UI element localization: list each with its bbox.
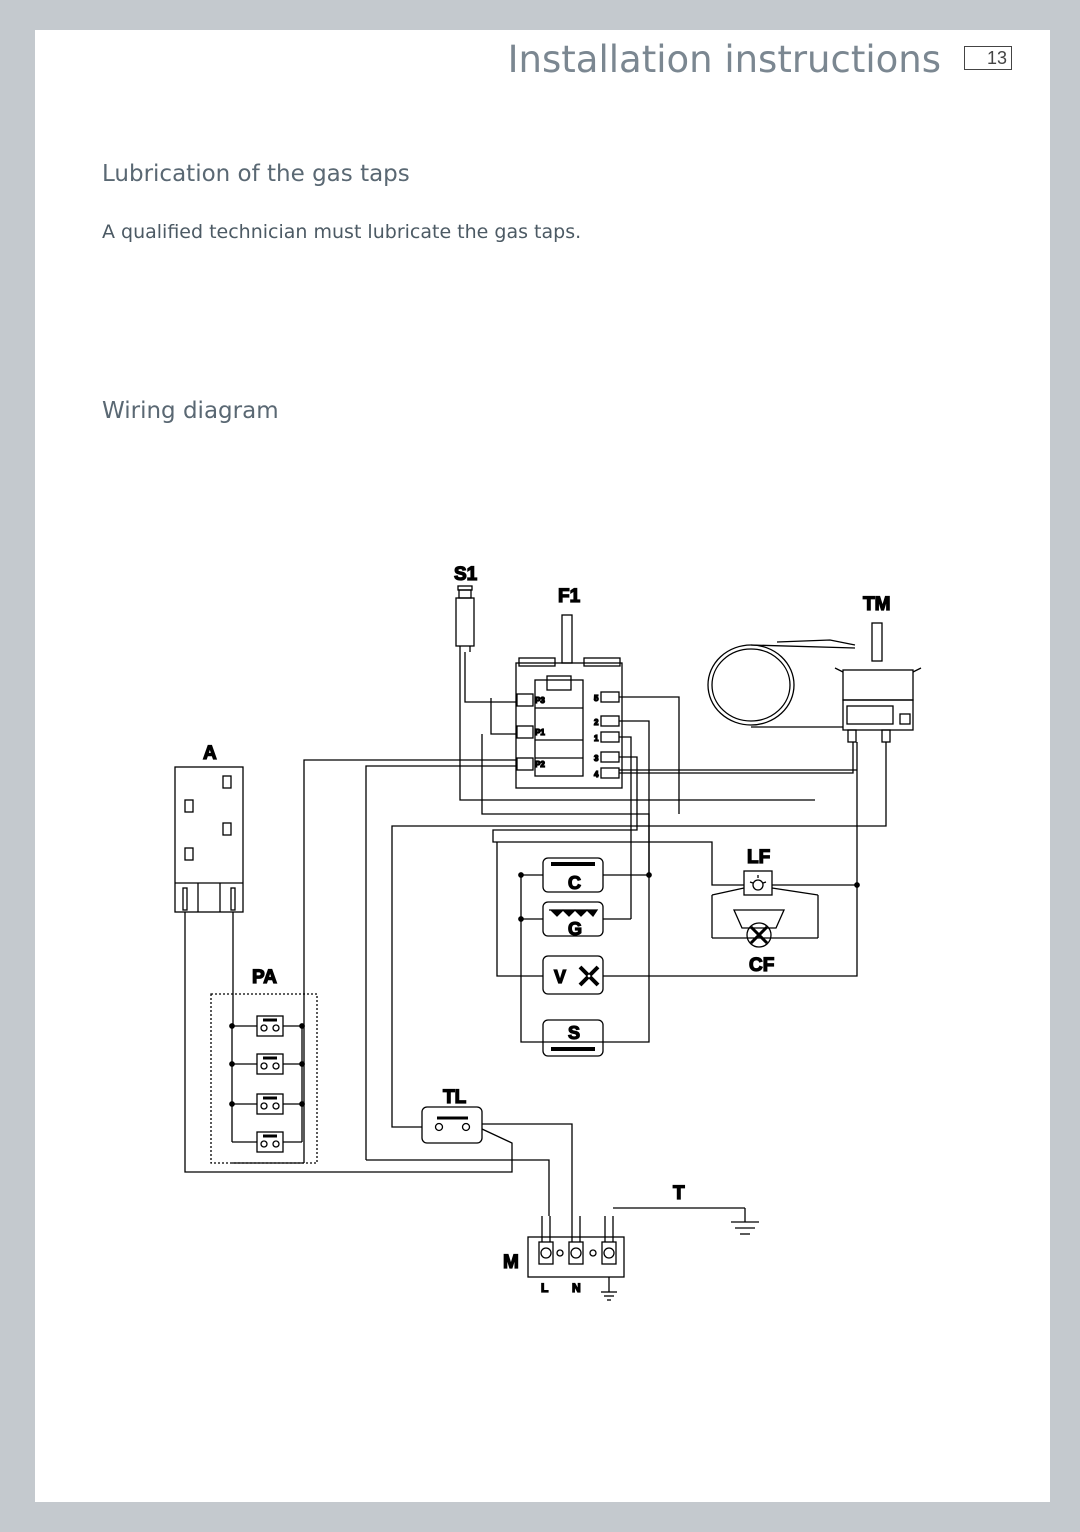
- m-terminal-block: [528, 1208, 759, 1300]
- label-a: A: [203, 743, 217, 764]
- label-tl: TL: [443, 1087, 467, 1108]
- lubrication-text: A qualified technician must lubricate the gas taps.: [102, 221, 582, 243]
- label-p1: P1: [535, 728, 545, 737]
- label-n: N: [572, 1281, 581, 1295]
- label-s1: S1: [454, 564, 478, 585]
- a-socket: [175, 767, 243, 912]
- wiring-diagram: [35, 30, 1050, 1502]
- tm-component: [708, 623, 921, 742]
- label-f1: F1: [558, 586, 581, 607]
- lf-cf-components: [712, 871, 859, 947]
- pa-cutouts: [211, 994, 317, 1163]
- f1-component: [516, 615, 622, 788]
- label-p2: P2: [535, 760, 545, 769]
- label-l: L: [541, 1281, 549, 1295]
- label-terminal-3: 3: [594, 754, 599, 763]
- s1-component: [456, 586, 474, 652]
- page-number: 13: [964, 46, 1012, 70]
- label-g: G: [568, 919, 583, 939]
- label-s: S: [568, 1023, 581, 1043]
- tl-component: [422, 1107, 482, 1143]
- page: [35, 30, 1050, 1502]
- label-lf: LF: [747, 847, 771, 868]
- lubrication-heading: Lubrication of the gas taps: [102, 161, 410, 187]
- label-terminal-1: 1: [594, 734, 599, 743]
- page-title: Installation instructions: [507, 38, 941, 81]
- label-pa: PA: [252, 967, 277, 988]
- label-m: M: [503, 1252, 519, 1273]
- label-tm: TM: [863, 594, 891, 615]
- wiring-heading: Wiring diagram: [102, 398, 279, 424]
- label-terminal-2: 2: [594, 718, 599, 727]
- label-v: V: [554, 967, 567, 987]
- label-c: C: [568, 873, 581, 893]
- label-cf: CF: [749, 955, 775, 976]
- label-terminal-4: 4: [594, 770, 599, 779]
- label-p3: P3: [535, 696, 545, 705]
- diagram-labels: [203, 564, 890, 1295]
- label-terminal-5: 5: [594, 694, 599, 703]
- label-t: T: [673, 1183, 685, 1204]
